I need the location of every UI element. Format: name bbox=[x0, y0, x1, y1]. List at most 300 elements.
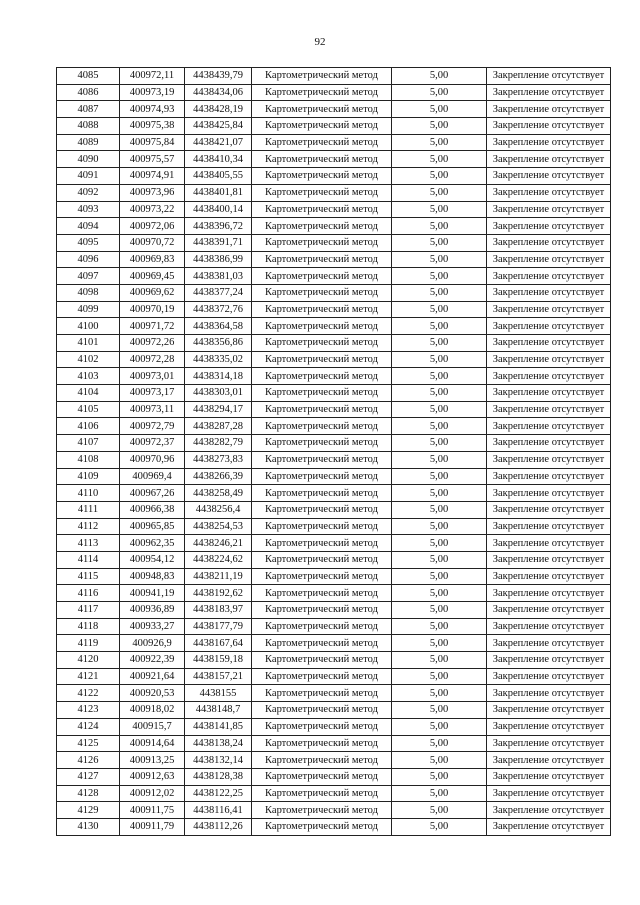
accuracy-cell: 5,00 bbox=[392, 652, 487, 669]
x-coordinate-cell: 400969,83 bbox=[120, 251, 185, 268]
fixation-cell: Закрепление отсутствует bbox=[487, 752, 611, 769]
point-number-cell: 4110 bbox=[57, 485, 120, 502]
method-cell: Картометрический метод bbox=[252, 635, 392, 652]
method-cell: Картометрический метод bbox=[252, 385, 392, 402]
table-row bbox=[57, 535, 611, 552]
accuracy-cell: 5,00 bbox=[392, 451, 487, 468]
point-number-cell: 4099 bbox=[57, 301, 120, 318]
accuracy-cell: 5,00 bbox=[392, 518, 487, 535]
fixation-cell: Закрепление отсутствует bbox=[487, 518, 611, 535]
fixation-cell: Закрепление отсутствует bbox=[487, 268, 611, 285]
accuracy-cell: 5,00 bbox=[392, 501, 487, 518]
table-row bbox=[57, 735, 611, 752]
accuracy-cell: 5,00 bbox=[392, 752, 487, 769]
y-coordinate-cell: 4438356,86 bbox=[185, 335, 252, 352]
point-number-cell: 4127 bbox=[57, 768, 120, 785]
point-number-cell: 4096 bbox=[57, 251, 120, 268]
x-coordinate-cell: 400954,12 bbox=[120, 551, 185, 568]
method-cell: Картометрический метод bbox=[252, 551, 392, 568]
accuracy-cell: 5,00 bbox=[392, 618, 487, 635]
y-coordinate-cell: 4438425,84 bbox=[185, 118, 252, 135]
method-cell: Картометрический метод bbox=[252, 184, 392, 201]
point-number-cell: 4121 bbox=[57, 668, 120, 685]
table-row bbox=[57, 335, 611, 352]
method-cell: Картометрический метод bbox=[252, 151, 392, 168]
accuracy-cell: 5,00 bbox=[392, 101, 487, 118]
x-coordinate-cell: 400972,28 bbox=[120, 351, 185, 368]
y-coordinate-cell: 4438428,19 bbox=[185, 101, 252, 118]
method-cell: Картометрический метод bbox=[252, 451, 392, 468]
table-row bbox=[57, 218, 611, 235]
accuracy-cell: 5,00 bbox=[392, 818, 487, 835]
y-coordinate-cell: 4438434,06 bbox=[185, 84, 252, 101]
y-coordinate-cell: 4438372,76 bbox=[185, 301, 252, 318]
accuracy-cell: 5,00 bbox=[392, 268, 487, 285]
y-coordinate-cell: 4438256,4 bbox=[185, 501, 252, 518]
fixation-cell: Закрепление отсутствует bbox=[487, 818, 611, 835]
method-cell: Картометрический метод bbox=[252, 652, 392, 669]
point-number-cell: 4111 bbox=[57, 501, 120, 518]
x-coordinate-cell: 400972,26 bbox=[120, 335, 185, 352]
x-coordinate-cell: 400971,72 bbox=[120, 318, 185, 335]
accuracy-cell: 5,00 bbox=[392, 585, 487, 602]
accuracy-cell: 5,00 bbox=[392, 485, 487, 502]
point-number-cell: 4086 bbox=[57, 84, 120, 101]
table-row bbox=[57, 652, 611, 669]
x-coordinate-cell: 400970,96 bbox=[120, 451, 185, 468]
method-cell: Картометрический метод bbox=[252, 201, 392, 218]
table-row bbox=[57, 618, 611, 635]
table-row bbox=[57, 168, 611, 185]
point-number-cell: 4103 bbox=[57, 368, 120, 385]
fixation-cell: Закрепление отсутствует bbox=[487, 551, 611, 568]
method-cell: Картометрический метод bbox=[252, 535, 392, 552]
method-cell: Картометрический метод bbox=[252, 335, 392, 352]
method-cell: Картометрический метод bbox=[252, 234, 392, 251]
table-row bbox=[57, 284, 611, 301]
y-coordinate-cell: 4438211,19 bbox=[185, 568, 252, 585]
accuracy-cell: 5,00 bbox=[392, 351, 487, 368]
y-coordinate-cell: 4438335,02 bbox=[185, 351, 252, 368]
fixation-cell: Закрепление отсутствует bbox=[487, 602, 611, 619]
accuracy-cell: 5,00 bbox=[392, 685, 487, 702]
point-number-cell: 4107 bbox=[57, 435, 120, 452]
fixation-cell: Закрепление отсутствует bbox=[487, 151, 611, 168]
point-number-cell: 4098 bbox=[57, 284, 120, 301]
fixation-cell: Закрепление отсутствует bbox=[487, 718, 611, 735]
y-coordinate-cell: 4438401,81 bbox=[185, 184, 252, 201]
method-cell: Картометрический метод bbox=[252, 168, 392, 185]
fixation-cell: Закрепление отсутствует bbox=[487, 335, 611, 352]
y-coordinate-cell: 4438381,03 bbox=[185, 268, 252, 285]
x-coordinate-cell: 400973,11 bbox=[120, 401, 185, 418]
fixation-cell: Закрепление отсутствует bbox=[487, 668, 611, 685]
x-coordinate-cell: 400970,19 bbox=[120, 301, 185, 318]
y-coordinate-cell: 4438148,7 bbox=[185, 702, 252, 719]
table-row bbox=[57, 151, 611, 168]
point-number-cell: 4118 bbox=[57, 618, 120, 635]
fixation-cell: Закрепление отсутствует bbox=[487, 134, 611, 151]
table-row bbox=[57, 685, 611, 702]
method-cell: Картометрический метод bbox=[252, 418, 392, 435]
x-coordinate-cell: 400972,37 bbox=[120, 435, 185, 452]
table-row bbox=[57, 351, 611, 368]
x-coordinate-cell: 400975,38 bbox=[120, 118, 185, 135]
fixation-cell: Закрепление отсутствует bbox=[487, 251, 611, 268]
table-row bbox=[57, 435, 611, 452]
table-row bbox=[57, 501, 611, 518]
point-number-cell: 4129 bbox=[57, 802, 120, 819]
point-number-cell: 4113 bbox=[57, 535, 120, 552]
accuracy-cell: 5,00 bbox=[392, 702, 487, 719]
y-coordinate-cell: 4438303,01 bbox=[185, 385, 252, 402]
table-row bbox=[57, 718, 611, 735]
table-row bbox=[57, 101, 611, 118]
y-coordinate-cell: 4438128,38 bbox=[185, 768, 252, 785]
accuracy-cell: 5,00 bbox=[392, 301, 487, 318]
point-number-cell: 4124 bbox=[57, 718, 120, 735]
method-cell: Картометрический метод bbox=[252, 735, 392, 752]
accuracy-cell: 5,00 bbox=[392, 468, 487, 485]
point-number-cell: 4092 bbox=[57, 184, 120, 201]
fixation-cell: Закрепление отсутствует bbox=[487, 768, 611, 785]
y-coordinate-cell: 4438183,97 bbox=[185, 602, 252, 619]
table-row bbox=[57, 118, 611, 135]
x-coordinate-cell: 400972,06 bbox=[120, 218, 185, 235]
x-coordinate-cell: 400920,53 bbox=[120, 685, 185, 702]
point-number-cell: 4102 bbox=[57, 351, 120, 368]
method-cell: Картометрический метод bbox=[252, 218, 392, 235]
x-coordinate-cell: 400972,11 bbox=[120, 68, 185, 85]
x-coordinate-cell: 400974,93 bbox=[120, 101, 185, 118]
method-cell: Картометрический метод bbox=[252, 718, 392, 735]
point-number-cell: 4119 bbox=[57, 635, 120, 652]
table-row bbox=[57, 551, 611, 568]
accuracy-cell: 5,00 bbox=[392, 234, 487, 251]
method-cell: Картометрический метод bbox=[252, 818, 392, 835]
point-number-cell: 4117 bbox=[57, 602, 120, 619]
x-coordinate-cell: 400926,9 bbox=[120, 635, 185, 652]
table-body bbox=[57, 68, 611, 836]
accuracy-cell: 5,00 bbox=[392, 551, 487, 568]
fixation-cell: Закрепление отсутствует bbox=[487, 351, 611, 368]
accuracy-cell: 5,00 bbox=[392, 768, 487, 785]
accuracy-cell: 5,00 bbox=[392, 418, 487, 435]
x-coordinate-cell: 400921,64 bbox=[120, 668, 185, 685]
method-cell: Картометрический метод bbox=[252, 68, 392, 85]
method-cell: Картометрический метод bbox=[252, 568, 392, 585]
x-coordinate-cell: 400975,57 bbox=[120, 151, 185, 168]
fixation-cell: Закрепление отсутствует bbox=[487, 201, 611, 218]
method-cell: Картометрический метод bbox=[252, 251, 392, 268]
table-row bbox=[57, 818, 611, 835]
y-coordinate-cell: 4438177,79 bbox=[185, 618, 252, 635]
accuracy-cell: 5,00 bbox=[392, 635, 487, 652]
accuracy-cell: 5,00 bbox=[392, 318, 487, 335]
point-number-cell: 4106 bbox=[57, 418, 120, 435]
y-coordinate-cell: 4438377,24 bbox=[185, 284, 252, 301]
table-row bbox=[57, 518, 611, 535]
accuracy-cell: 5,00 bbox=[392, 785, 487, 802]
y-coordinate-cell: 4438192,62 bbox=[185, 585, 252, 602]
x-coordinate-cell: 400914,64 bbox=[120, 735, 185, 752]
accuracy-cell: 5,00 bbox=[392, 368, 487, 385]
accuracy-cell: 5,00 bbox=[392, 802, 487, 819]
y-coordinate-cell: 4438396,72 bbox=[185, 218, 252, 235]
fixation-cell: Закрепление отсутствует bbox=[487, 84, 611, 101]
point-number-cell: 4115 bbox=[57, 568, 120, 585]
accuracy-cell: 5,00 bbox=[392, 718, 487, 735]
x-coordinate-cell: 400933,27 bbox=[120, 618, 185, 635]
y-coordinate-cell: 4438116,41 bbox=[185, 802, 252, 819]
table-row bbox=[57, 368, 611, 385]
y-coordinate-cell: 4438287,28 bbox=[185, 418, 252, 435]
method-cell: Картометрический метод bbox=[252, 435, 392, 452]
accuracy-cell: 5,00 bbox=[392, 668, 487, 685]
method-cell: Картометрический метод bbox=[252, 301, 392, 318]
point-number-cell: 4101 bbox=[57, 335, 120, 352]
point-number-cell: 4094 bbox=[57, 218, 120, 235]
method-cell: Картометрический метод bbox=[252, 368, 392, 385]
point-number-cell: 4090 bbox=[57, 151, 120, 168]
x-coordinate-cell: 400973,96 bbox=[120, 184, 185, 201]
page-number: 92 bbox=[314, 36, 326, 48]
accuracy-cell: 5,00 bbox=[392, 401, 487, 418]
x-coordinate-cell: 400975,84 bbox=[120, 134, 185, 151]
method-cell: Картометрический метод bbox=[252, 785, 392, 802]
accuracy-cell: 5,00 bbox=[392, 184, 487, 201]
table-row bbox=[57, 201, 611, 218]
fixation-cell: Закрепление отсутствует bbox=[487, 802, 611, 819]
y-coordinate-cell: 4438282,79 bbox=[185, 435, 252, 452]
point-number-cell: 4097 bbox=[57, 268, 120, 285]
accuracy-cell: 5,00 bbox=[392, 735, 487, 752]
fixation-cell: Закрепление отсутствует bbox=[487, 101, 611, 118]
table-row bbox=[57, 702, 611, 719]
point-number-cell: 4123 bbox=[57, 702, 120, 719]
y-coordinate-cell: 4438391,71 bbox=[185, 234, 252, 251]
x-coordinate-cell: 400911,79 bbox=[120, 818, 185, 835]
fixation-cell: Закрепление отсутствует bbox=[487, 418, 611, 435]
point-number-cell: 4126 bbox=[57, 752, 120, 769]
table-row bbox=[57, 401, 611, 418]
fixation-cell: Закрепление отсутствует bbox=[487, 618, 611, 635]
method-cell: Картометрический метод bbox=[252, 668, 392, 685]
y-coordinate-cell: 4438112,26 bbox=[185, 818, 252, 835]
method-cell: Картометрический метод bbox=[252, 618, 392, 635]
point-number-cell: 4128 bbox=[57, 785, 120, 802]
x-coordinate-cell: 400965,85 bbox=[120, 518, 185, 535]
table-row bbox=[57, 451, 611, 468]
accuracy-cell: 5,00 bbox=[392, 84, 487, 101]
x-coordinate-cell: 400915,7 bbox=[120, 718, 185, 735]
point-number-cell: 4130 bbox=[57, 818, 120, 835]
y-coordinate-cell: 4438364,58 bbox=[185, 318, 252, 335]
y-coordinate-cell: 4438254,53 bbox=[185, 518, 252, 535]
fixation-cell: Закрепление отсутствует bbox=[487, 451, 611, 468]
accuracy-cell: 5,00 bbox=[392, 385, 487, 402]
x-coordinate-cell: 400918,02 bbox=[120, 702, 185, 719]
y-coordinate-cell: 4438258,49 bbox=[185, 485, 252, 502]
y-coordinate-cell: 4438167,64 bbox=[185, 635, 252, 652]
method-cell: Картометрический метод bbox=[252, 485, 392, 502]
point-number-cell: 4089 bbox=[57, 134, 120, 151]
x-coordinate-cell: 400974,91 bbox=[120, 168, 185, 185]
y-coordinate-cell: 4438246,21 bbox=[185, 535, 252, 552]
method-cell: Картометрический метод bbox=[252, 685, 392, 702]
point-number-cell: 4122 bbox=[57, 685, 120, 702]
table-row bbox=[57, 468, 611, 485]
accuracy-cell: 5,00 bbox=[392, 535, 487, 552]
x-coordinate-cell: 400969,4 bbox=[120, 468, 185, 485]
point-number-cell: 4105 bbox=[57, 401, 120, 418]
method-cell: Картометрический метод bbox=[252, 118, 392, 135]
y-coordinate-cell: 4438132,14 bbox=[185, 752, 252, 769]
accuracy-cell: 5,00 bbox=[392, 251, 487, 268]
x-coordinate-cell: 400973,19 bbox=[120, 84, 185, 101]
table-row bbox=[57, 68, 611, 85]
fixation-cell: Закрепление отсутствует bbox=[487, 68, 611, 85]
y-coordinate-cell: 4438410,34 bbox=[185, 151, 252, 168]
x-coordinate-cell: 400973,01 bbox=[120, 368, 185, 385]
table-row bbox=[57, 752, 611, 769]
point-number-cell: 4093 bbox=[57, 201, 120, 218]
accuracy-cell: 5,00 bbox=[392, 435, 487, 452]
fixation-cell: Закрепление отсутствует bbox=[487, 168, 611, 185]
x-coordinate-cell: 400967,26 bbox=[120, 485, 185, 502]
x-coordinate-cell: 400941,19 bbox=[120, 585, 185, 602]
x-coordinate-cell: 400913,25 bbox=[120, 752, 185, 769]
accuracy-cell: 5,00 bbox=[392, 168, 487, 185]
table-row bbox=[57, 568, 611, 585]
table-row bbox=[57, 635, 611, 652]
point-number-cell: 4109 bbox=[57, 468, 120, 485]
y-coordinate-cell: 4438273,83 bbox=[185, 451, 252, 468]
method-cell: Картометрический метод bbox=[252, 501, 392, 518]
point-number-cell: 4085 bbox=[57, 68, 120, 85]
table-row bbox=[57, 785, 611, 802]
point-number-cell: 4116 bbox=[57, 585, 120, 602]
x-coordinate-cell: 400936,89 bbox=[120, 602, 185, 619]
y-coordinate-cell: 4438439,79 bbox=[185, 68, 252, 85]
method-cell: Картометрический метод bbox=[252, 401, 392, 418]
fixation-cell: Закрепление отсутствует bbox=[487, 568, 611, 585]
accuracy-cell: 5,00 bbox=[392, 151, 487, 168]
x-coordinate-cell: 400969,45 bbox=[120, 268, 185, 285]
point-number-cell: 4104 bbox=[57, 385, 120, 402]
method-cell: Картометрический метод bbox=[252, 468, 392, 485]
accuracy-cell: 5,00 bbox=[392, 118, 487, 135]
table-row bbox=[57, 318, 611, 335]
table-row bbox=[57, 84, 611, 101]
method-cell: Картометрический метод bbox=[252, 768, 392, 785]
point-number-cell: 4112 bbox=[57, 518, 120, 535]
y-coordinate-cell: 4438155 bbox=[185, 685, 252, 702]
x-coordinate-cell: 400962,35 bbox=[120, 535, 185, 552]
method-cell: Картометрический метод bbox=[252, 84, 392, 101]
table-row bbox=[57, 768, 611, 785]
fixation-cell: Закрепление отсутствует bbox=[487, 635, 611, 652]
point-number-cell: 4100 bbox=[57, 318, 120, 335]
method-cell: Картометрический метод bbox=[252, 752, 392, 769]
x-coordinate-cell: 400948,83 bbox=[120, 568, 185, 585]
table-row bbox=[57, 234, 611, 251]
method-cell: Картометрический метод bbox=[252, 351, 392, 368]
fixation-cell: Закрепление отсутствует bbox=[487, 301, 611, 318]
y-coordinate-cell: 4438400,14 bbox=[185, 201, 252, 218]
method-cell: Картометрический метод bbox=[252, 284, 392, 301]
y-coordinate-cell: 4438386,99 bbox=[185, 251, 252, 268]
method-cell: Картометрический метод bbox=[252, 518, 392, 535]
fixation-cell: Закрепление отсутствует bbox=[487, 685, 611, 702]
fixation-cell: Закрепление отсутствует bbox=[487, 118, 611, 135]
x-coordinate-cell: 400969,62 bbox=[120, 284, 185, 301]
method-cell: Картометрический метод bbox=[252, 602, 392, 619]
y-coordinate-cell: 4438314,18 bbox=[185, 368, 252, 385]
point-number-cell: 4114 bbox=[57, 551, 120, 568]
y-coordinate-cell: 4438421,07 bbox=[185, 134, 252, 151]
x-coordinate-cell: 400922,39 bbox=[120, 652, 185, 669]
point-number-cell: 4091 bbox=[57, 168, 120, 185]
fixation-cell: Закрепление отсутствует bbox=[487, 785, 611, 802]
accuracy-cell: 5,00 bbox=[392, 201, 487, 218]
y-coordinate-cell: 4438266,39 bbox=[185, 468, 252, 485]
fixation-cell: Закрепление отсутствует bbox=[487, 284, 611, 301]
y-coordinate-cell: 4438224,62 bbox=[185, 551, 252, 568]
accuracy-cell: 5,00 bbox=[392, 68, 487, 85]
accuracy-cell: 5,00 bbox=[392, 134, 487, 151]
table-row bbox=[57, 585, 611, 602]
fixation-cell: Закрепление отсутствует bbox=[487, 735, 611, 752]
table-row bbox=[57, 385, 611, 402]
table-row bbox=[57, 602, 611, 619]
point-number-cell: 4088 bbox=[57, 118, 120, 135]
table-row bbox=[57, 485, 611, 502]
fixation-cell: Закрепление отсутствует bbox=[487, 535, 611, 552]
y-coordinate-cell: 4438159,18 bbox=[185, 652, 252, 669]
method-cell: Картометрический метод bbox=[252, 802, 392, 819]
fixation-cell: Закрепление отсутствует bbox=[487, 401, 611, 418]
accuracy-cell: 5,00 bbox=[392, 602, 487, 619]
table-row bbox=[57, 184, 611, 201]
x-coordinate-cell: 400973,17 bbox=[120, 385, 185, 402]
y-coordinate-cell: 4438405,55 bbox=[185, 168, 252, 185]
accuracy-cell: 5,00 bbox=[392, 568, 487, 585]
point-number-cell: 4087 bbox=[57, 101, 120, 118]
x-coordinate-cell: 400911,75 bbox=[120, 802, 185, 819]
y-coordinate-cell: 4438122,25 bbox=[185, 785, 252, 802]
x-coordinate-cell: 400972,79 bbox=[120, 418, 185, 435]
y-coordinate-cell: 4438141,85 bbox=[185, 718, 252, 735]
table-row bbox=[57, 802, 611, 819]
table-row bbox=[57, 251, 611, 268]
fixation-cell: Закрепление отсутствует bbox=[487, 318, 611, 335]
point-number-cell: 4108 bbox=[57, 451, 120, 468]
fixation-cell: Закрепление отсутствует bbox=[487, 468, 611, 485]
fixation-cell: Закрепление отсутствует bbox=[487, 385, 611, 402]
x-coordinate-cell: 400912,02 bbox=[120, 785, 185, 802]
fixation-cell: Закрепление отсутствует bbox=[487, 234, 611, 251]
fixation-cell: Закрепление отсутствует bbox=[487, 501, 611, 518]
point-number-cell: 4120 bbox=[57, 652, 120, 669]
method-cell: Картометрический метод bbox=[252, 268, 392, 285]
method-cell: Картометрический метод bbox=[252, 585, 392, 602]
x-coordinate-cell: 400973,22 bbox=[120, 201, 185, 218]
y-coordinate-cell: 4438294,17 bbox=[185, 401, 252, 418]
table-row bbox=[57, 418, 611, 435]
fixation-cell: Закрепление отсутствует bbox=[487, 368, 611, 385]
table-row bbox=[57, 134, 611, 151]
